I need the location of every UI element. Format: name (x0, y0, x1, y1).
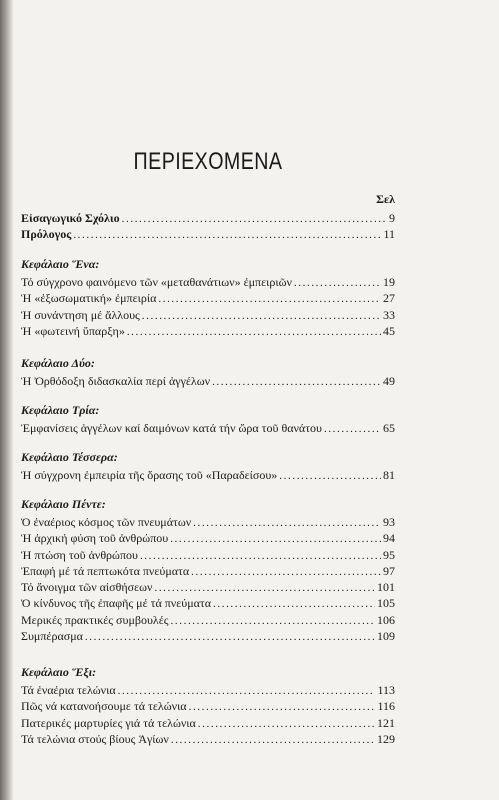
dot-leader (189, 699, 376, 715)
toc-entry (21, 226, 395, 242)
dot-leader (170, 531, 381, 547)
dot-leader (122, 211, 387, 227)
chapter-heading: Κεφάλαιο Ἕξι: (21, 665, 97, 679)
toc-entry-page: 81 (383, 468, 395, 482)
toc-entry-page: 45 (383, 323, 395, 338)
toc-entry-title: Πῶς νά κατανοήσουμε τά τελώνια (21, 699, 187, 714)
toc-entry-page: 116 (377, 699, 395, 714)
chapter-heading: Κεφάλαιο Τρία: (21, 403, 100, 417)
toc-entry-page: 121 (377, 715, 395, 730)
toc-entry-title: Ἡ «ἐξωσωματική» ἐμπειρία (21, 291, 157, 306)
page-title: ΠΕΡΙΕΧΟΜΕΝΑ (133, 148, 283, 175)
toc-entry-title: Μερικές πρακτικές συμβουλές (21, 612, 169, 627)
toc-entry (21, 612, 395, 628)
toc-entry-title: Εἰσαγωγικό Σχόλιο (21, 211, 120, 225)
toc-entry-title: Ἡ «φωτεινή ὕπαρξη» (21, 323, 125, 338)
chapter-heading: Κεφάλαιο Πέντε: (21, 497, 106, 511)
toc-entry-page: 109 (377, 629, 395, 644)
toc-entry-title: Ἐπαφή μέ τά πεπτωκότα πνεύματα (21, 563, 190, 578)
toc-entry (21, 530, 395, 546)
dot-leader (279, 468, 381, 484)
dot-leader (154, 580, 375, 596)
toc-entry-title: Ἐμφανίσεις ἀγγέλων καί δαιμόνων κατά τήν ὥρα τοῦ θανάτου (21, 421, 322, 435)
toc-entry-title: Πατερικές μαρτυρίες γιά τά τελώνια (21, 715, 196, 730)
dot-leader (171, 613, 375, 629)
toc-entry (21, 563, 395, 579)
dot-leader (324, 421, 381, 437)
page-column-label: Σελ (376, 192, 395, 206)
toc-entry (21, 420, 395, 436)
dot-leader (213, 596, 375, 612)
chapter-heading: Κεφάλαιο Τέσσερα: (21, 450, 118, 464)
chapter-2 (21, 355, 395, 389)
chapter-3 (21, 402, 395, 436)
toc-entry (21, 547, 395, 563)
toc-entry-page: 27 (383, 291, 395, 306)
toc-entry-title: Ὁ κίνδυνος τῆς ἐπαφῆς μέ τά πνεύματα (21, 596, 212, 611)
chapter-heading: Κεφάλαιο Ἕνα: (21, 257, 100, 271)
dot-leader (198, 716, 375, 732)
toc-entry (21, 274, 395, 290)
dot-leader (127, 324, 381, 340)
dot-leader (85, 629, 375, 645)
dot-leader (193, 515, 381, 531)
toc-entry (21, 579, 395, 595)
toc-entry (21, 682, 395, 698)
toc-entry-page: 129 (377, 731, 395, 746)
chapter-1 (21, 256, 395, 339)
toc-entry (21, 595, 395, 611)
toc-entry-page: 106 (377, 612, 395, 627)
chapter-heading: Κεφάλαιο Δύο: (21, 356, 95, 370)
toc-entry-page: 11 (383, 227, 395, 242)
dot-leader (158, 291, 381, 307)
dot-leader (171, 732, 375, 748)
contents-page (21, 0, 395, 800)
dot-leader (140, 548, 381, 564)
toc-entry-title: Ἡ ἀρχική φύση τοῦ ἀνθρώπου (21, 531, 169, 546)
chapter-5 (21, 496, 395, 644)
toc-entry-title: Πρόλογος (21, 227, 72, 242)
toc-entry-title: Τά ἐναέρια τελώνια (21, 683, 116, 697)
dot-leader (212, 374, 381, 390)
toc-entry-page: 93 (383, 515, 395, 529)
toc-entry-title: Ἡ σύγχρονη ἐμπειρία τῆς ὅρασης τοῦ «Παραδείσου» (21, 468, 278, 482)
toc-entry-page: 97 (383, 563, 395, 578)
toc-entry (21, 373, 395, 389)
toc-entry-page: 94 (383, 531, 395, 546)
toc-entry (21, 467, 395, 483)
toc-entry-title: Συμπέρασμα (21, 629, 83, 644)
toc-entry (21, 731, 395, 747)
dot-leader (191, 564, 381, 580)
chapter-4 (21, 449, 395, 483)
toc-entry (21, 210, 395, 226)
toc-entry-page: 65 (383, 421, 395, 435)
toc-entry (21, 514, 395, 530)
toc-entry-page: 33 (383, 307, 395, 322)
toc-entry-page: 9 (389, 211, 395, 225)
toc-entry-page: 113 (377, 683, 395, 697)
toc-entry-title: Ἡ πτώση τοῦ ἀνθρώπου (21, 547, 138, 562)
front-matter (21, 210, 395, 243)
toc-entry-title: Τά τελώνια στούς βίους Ἁγίων (21, 731, 169, 746)
toc-entry-page: 105 (377, 596, 395, 611)
toc-entry (21, 628, 395, 644)
toc-entry-title: Ἡ συνάντηση μέ ἄλλους (21, 307, 140, 322)
toc-entry (21, 715, 395, 731)
toc-entry-page: 101 (377, 580, 395, 595)
chapter-6 (21, 664, 395, 747)
dot-leader (294, 275, 381, 291)
dot-leader (73, 227, 381, 243)
toc-entry-page: 49 (383, 374, 395, 388)
dot-leader (118, 683, 376, 699)
toc-entry (21, 323, 395, 339)
toc-entry-page: 95 (383, 547, 395, 562)
toc-entry-title: Τό σύγχρονο φαινόμενο τῶν «μεταθανάτιων» ἐμπειριῶν (21, 275, 292, 289)
toc-entry-title: Τό ἄνοιγμα τῶν αἰσθήσεων (21, 580, 153, 595)
toc-entry-title: Ἡ Ὀρθόδοξη διδασκαλία περί ἀγγέλων (21, 374, 211, 388)
toc-entry (21, 698, 395, 714)
toc-entry-title: Ὁ ἐναέριος κόσμος τῶν πνευμάτων (21, 515, 192, 529)
book-spine-shadow (0, 0, 14, 800)
toc-entry-page: 19 (383, 275, 395, 289)
toc-entry (21, 307, 395, 323)
dot-leader (142, 308, 381, 324)
toc-entry (21, 290, 395, 306)
